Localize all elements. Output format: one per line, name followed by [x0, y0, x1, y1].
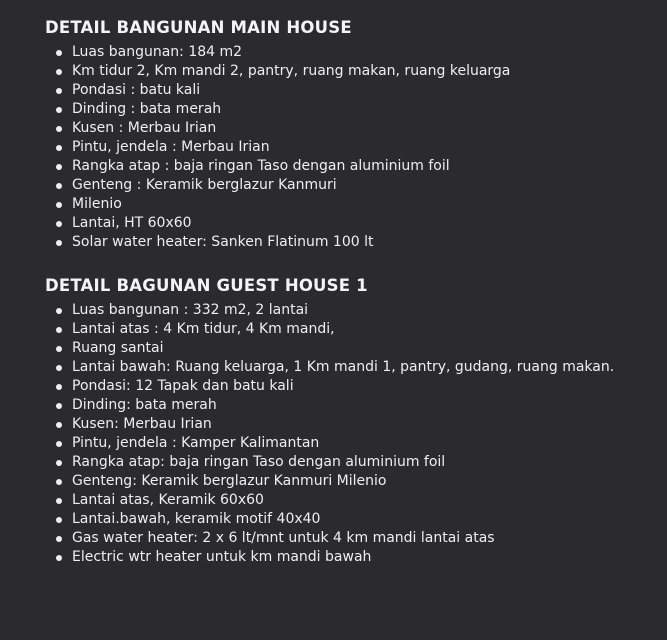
list-item: Rangka atap : baja ringan Taso dengan aluminium foil	[45, 157, 667, 176]
list-item: Pondasi: 12 Tapak dan batu kali	[45, 377, 667, 396]
guest-house-list	[45, 301, 667, 567]
list-item: Lantai atas : 4 Km tidur, 4 Km mandi,	[45, 320, 667, 339]
list-item: Luas bangunan: 184 m2	[45, 43, 667, 62]
list-item: Kusen : Merbau Irian	[45, 119, 667, 138]
guest-house-title: DETAIL BAGUNAN GUEST HOUSE 1	[45, 276, 368, 295]
list-item: Genteng : Keramik berglazur Kanmuri	[45, 176, 667, 195]
list-item: Pondasi : batu kali	[45, 81, 667, 100]
list-item: Luas bangunan : 332 m2, 2 lantai	[45, 301, 667, 320]
list-item: Ruang santai	[45, 339, 667, 358]
list-item: Dinding : bata merah	[45, 100, 667, 119]
list-item: Electric wtr heater untuk km mandi bawah	[45, 548, 667, 567]
list-item: Lantai.bawah, keramik motif 40x40	[45, 510, 667, 529]
list-item: Gas water heater: 2 x 6 lt/mnt untuk 4 km mandi lantai atas	[45, 529, 667, 548]
list-item: Km tidur 2, Km mandi 2, pantry, ruang makan, ruang keluarga	[45, 62, 667, 81]
main-house-list	[45, 43, 667, 252]
list-item: Lantai bawah: Ruang keluarga, 1 Km mandi 1, pantry, gudang, ruang makan.	[45, 358, 667, 377]
list-item: Milenio	[45, 195, 667, 214]
list-item: Pintu, jendela : Merbau Irian	[45, 138, 667, 157]
main-house-title: DETAIL BANGUNAN MAIN HOUSE	[45, 18, 352, 37]
list-item: Lantai, HT 60x60	[45, 214, 667, 233]
list-item: Lantai atas, Keramik 60x60	[45, 491, 667, 510]
list-item: Rangka atap: baja ringan Taso dengan aluminium foil	[45, 453, 667, 472]
list-item: Dinding: bata merah	[45, 396, 667, 415]
list-item: Genteng: Keramik berglazur Kanmuri Milenio	[45, 472, 667, 491]
list-item: Pintu, jendela : Kamper Kalimantan	[45, 434, 667, 453]
list-item: Solar water heater: Sanken Flatinum 100 lt	[45, 233, 667, 252]
list-item: Kusen: Merbau Irian	[45, 415, 667, 434]
